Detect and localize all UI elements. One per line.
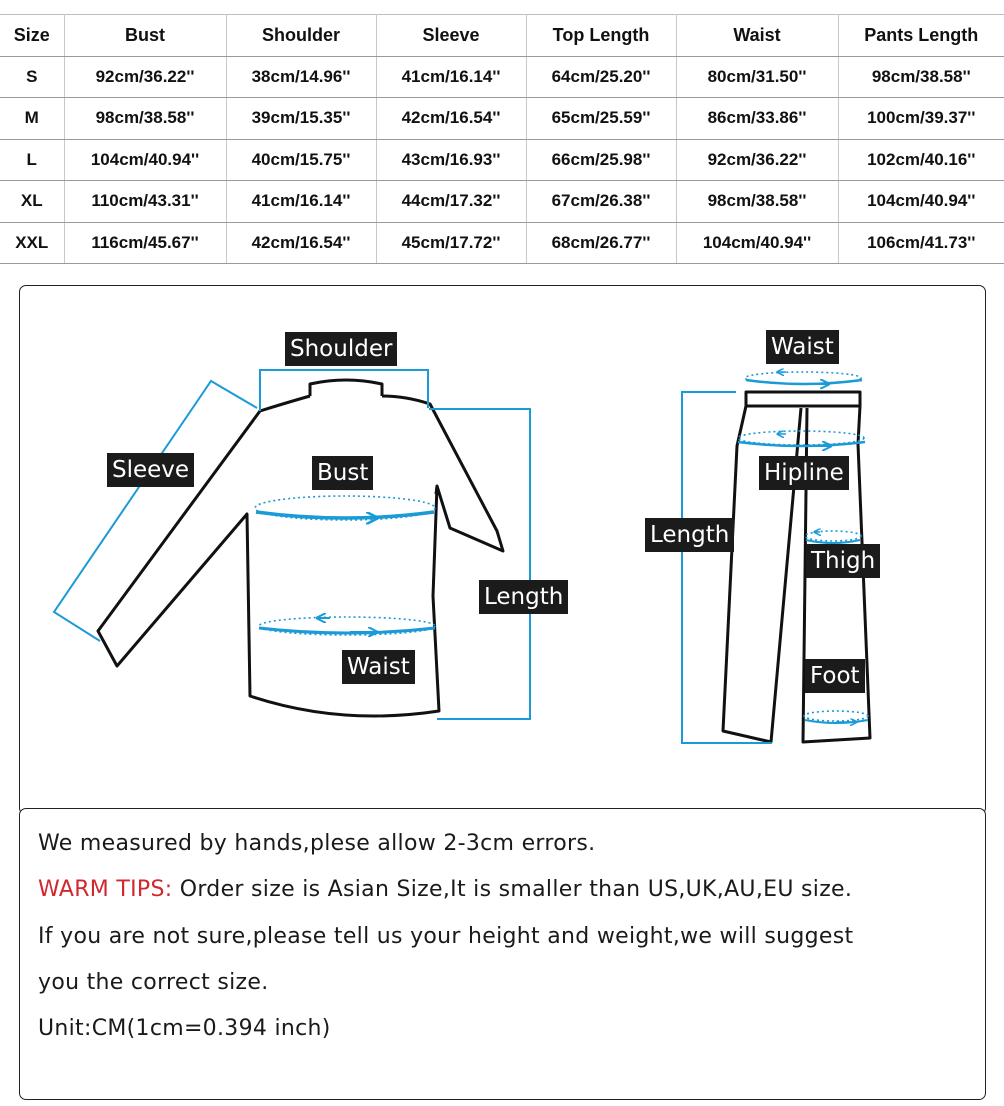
pants-waist-label: Waist bbox=[766, 330, 839, 364]
size-cell: XL bbox=[0, 181, 64, 223]
shoulder-cell: 38cm/14.96'' bbox=[226, 56, 376, 98]
waist-label: Waist bbox=[342, 650, 415, 684]
table-row bbox=[0, 139, 1004, 181]
warm-tips-label: WARM TIPS: bbox=[38, 877, 173, 902]
sleeve-label: Sleeve bbox=[107, 453, 194, 487]
top-length-cell: 67cm/26.38'' bbox=[526, 181, 676, 223]
pants-length-cell: 100cm/39.37'' bbox=[838, 98, 1004, 140]
top-garment-outline bbox=[98, 380, 503, 716]
sleeve-cell: 42cm/16.54'' bbox=[376, 98, 526, 140]
pants-length-cell: 106cm/41.73'' bbox=[838, 222, 1004, 264]
header-pants-length: Pants Length bbox=[838, 15, 1004, 57]
shoulder-cell: 41cm/16.14'' bbox=[226, 181, 376, 223]
thigh-label: Thigh bbox=[806, 544, 880, 578]
sleeve-line bbox=[54, 381, 257, 641]
table-row bbox=[0, 98, 1004, 140]
correct-size-note: you the correct size. bbox=[38, 970, 269, 995]
table-row bbox=[0, 222, 1004, 264]
waist-cell: 92cm/36.22'' bbox=[676, 139, 838, 181]
sleeve-cell: 45cm/17.72'' bbox=[376, 222, 526, 264]
header-bust: Bust bbox=[64, 15, 226, 57]
pants-length-cell: 98cm/38.58'' bbox=[838, 56, 1004, 98]
bust-cell: 110cm/43.31'' bbox=[64, 181, 226, 223]
size-cell: S bbox=[0, 56, 64, 98]
bust-cell: 98cm/38.58'' bbox=[64, 98, 226, 140]
header-waist: Waist bbox=[676, 15, 838, 57]
size-chart-header-row bbox=[0, 15, 1004, 57]
sleeve-cell: 44cm/17.32'' bbox=[376, 181, 526, 223]
header-size: Size bbox=[0, 15, 64, 57]
shoulder-bracket bbox=[260, 370, 428, 411]
length-bracket bbox=[429, 409, 530, 719]
header-shoulder: Shoulder bbox=[226, 15, 376, 57]
pants-length-cell: 102cm/40.16'' bbox=[838, 139, 1004, 181]
shoulder-label: Shoulder bbox=[285, 332, 397, 366]
measurement-diagram-panel bbox=[19, 285, 986, 815]
pants-length-cell: 104cm/40.94'' bbox=[838, 181, 1004, 223]
bust-cell: 116cm/45.67'' bbox=[64, 222, 226, 264]
sleeve-cell: 43cm/16.93'' bbox=[376, 139, 526, 181]
warm-tips-line bbox=[38, 877, 852, 902]
thigh-ellipse bbox=[805, 531, 861, 541]
hipline-label: Hipline bbox=[759, 456, 849, 490]
waist-cell: 104cm/40.94'' bbox=[676, 222, 838, 264]
top-length-cell: 64cm/25.20'' bbox=[526, 56, 676, 98]
size-cell: XXL bbox=[0, 222, 64, 264]
shoulder-cell: 39cm/15.35'' bbox=[226, 98, 376, 140]
header-sleeve: Sleeve bbox=[376, 15, 526, 57]
shoulder-cell: 40cm/15.75'' bbox=[226, 139, 376, 181]
notes-panel bbox=[19, 808, 986, 1100]
size-chart-table bbox=[0, 14, 1004, 264]
unit-note: Unit:CM(1cm=0.394 inch) bbox=[38, 1016, 331, 1041]
waist-cell: 86cm/33.86'' bbox=[676, 98, 838, 140]
length-label: Length bbox=[479, 580, 568, 614]
sleeve-cell: 41cm/16.14'' bbox=[376, 56, 526, 98]
height-weight-note: If you are not sure,please tell us your height and weight,we will suggest bbox=[38, 924, 854, 949]
waist-cell: 80cm/31.50'' bbox=[676, 56, 838, 98]
warm-tips-text: Order size is Asian Size,It is smaller than US,UK,AU,EU size. bbox=[172, 877, 853, 902]
bust-cell: 92cm/36.22'' bbox=[64, 56, 226, 98]
table-row bbox=[0, 56, 1004, 98]
top-measure-lines bbox=[54, 370, 530, 719]
shoulder-cell: 42cm/16.54'' bbox=[226, 222, 376, 264]
bust-cell: 104cm/40.94'' bbox=[64, 139, 226, 181]
foot-label: Foot bbox=[805, 659, 865, 693]
foot-ellipse bbox=[804, 711, 868, 721]
top-length-cell: 66cm/25.98'' bbox=[526, 139, 676, 181]
top-length-cell: 65cm/25.59'' bbox=[526, 98, 676, 140]
header-top-length: Top Length bbox=[526, 15, 676, 57]
table-row bbox=[0, 181, 1004, 223]
waist-cell: 98cm/38.58'' bbox=[676, 181, 838, 223]
top-length-cell: 68cm/26.77'' bbox=[526, 222, 676, 264]
bust-label: Bust bbox=[312, 456, 373, 490]
size-cell: L bbox=[0, 139, 64, 181]
size-cell: M bbox=[0, 98, 64, 140]
pants-length-label: Length bbox=[645, 518, 734, 552]
measurement-note: We measured by hands,plese allow 2-3cm errors. bbox=[38, 831, 596, 856]
bust-ellipse-front bbox=[256, 512, 434, 518]
